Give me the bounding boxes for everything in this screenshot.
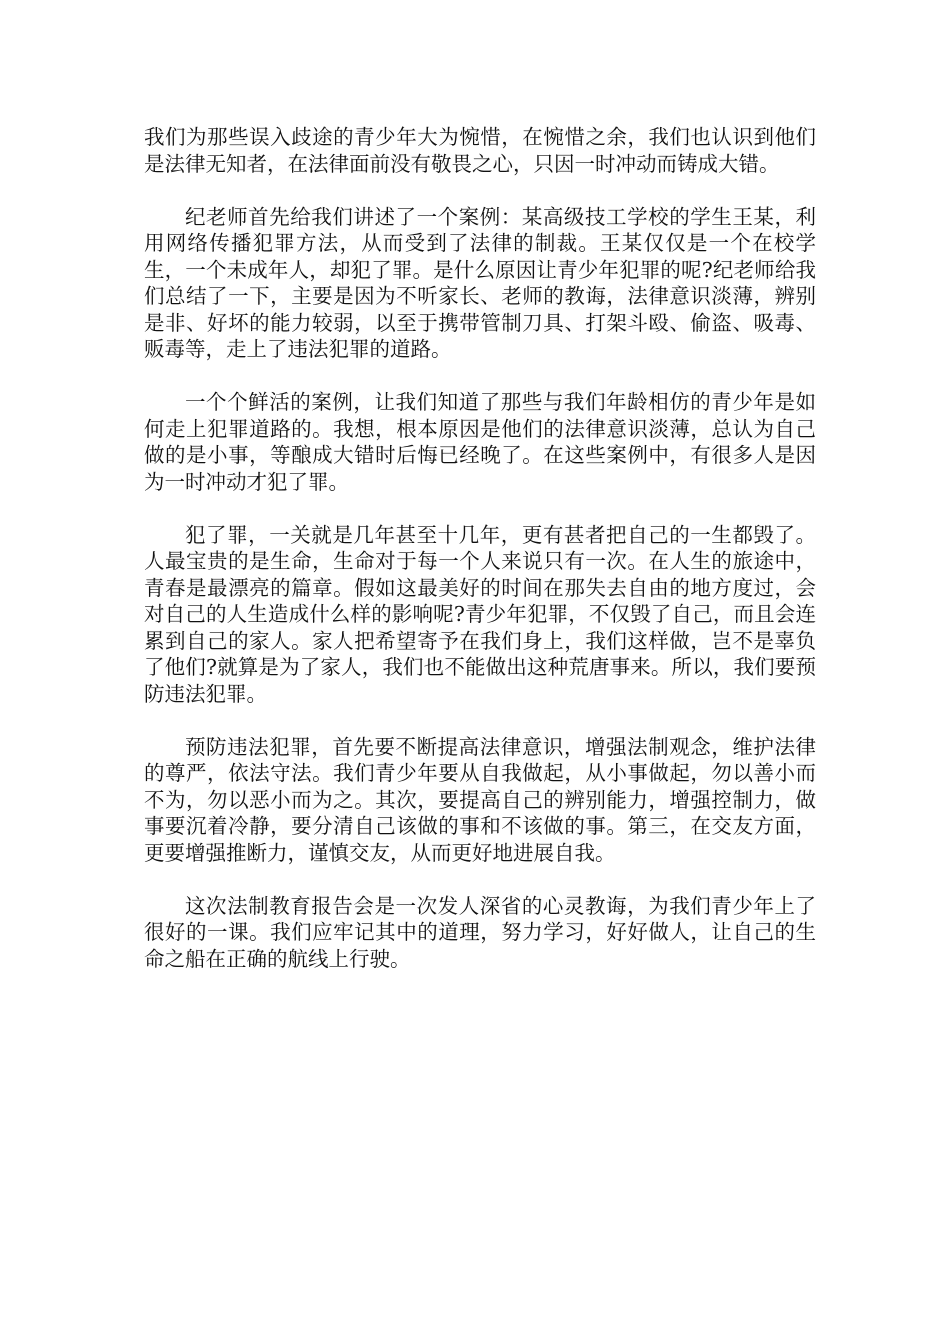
document-body [144,124,816,999]
paragraph-5: 预防违法犯罪，首先要不断提高法律意识，增强法制观念，维护法律的尊严，依法守法。我们青少年要从自我做起，从小事做起，勿以善小而不为，勿以恶小而为之。其次，要提高自己的辨别能力，增强控制力，做事要沉着冷静，要分清自己该做的事和不该做的事。第三，在交友方面，更要增强推断力，谨慎交友，从而更好地进展自我。 [144,734,816,865]
paragraph-1: 我们为那些误入歧途的青少年大为惋惜，在惋惜之余，我们也认识到他们是法律无知者，在法律面前没有敬畏之心，只因一时冲动而铸成大错。 [144,125,816,176]
paragraph-6: 这次法制教育报告会是一次发人深省的心灵教诲，为我们青少年上了很好的一课。我们应牢记其中的道理，努力学习，好好做人，让自己的生命之船在正确的航线上行驶。 [144,893,816,971]
paragraph-2: 纪老师首先给我们讲述了一个案例：某高级技工学校的学生王某，利用网络传播犯罪方法，从而受到了法律的制裁。王某仅仅是一个在校学生，一个未成年人，却犯了罪。是什么原因让青少年犯罪的呢?纪老师给我们总结了一下，主要是因为不听家长、老师的教诲，法律意识淡薄，辨别是非、好坏的能力较弱，以至于携带管制刀具、打架斗殴、偷盗、吸毒、贩毒等，走上了违法犯罪的道路。 [144,204,816,361]
paragraph-4: 犯了罪，一关就是几年甚至十几年，更有甚者把自己的一生都毁了。人最宝贵的是生命，生命对于每一个人来说只有一次。在人生的旅途中，青春是最漂亮的篇章。假如这最美好的时间在那失去自由的地方度过，会对自己的人生造成什么样的影响呢?青少年犯罪，不仅毁了自己，而且会连累到自己的家人。家人把希望寄予在我们身上，我们这样做，岂不是辜负了他们?就算是为了家人，我们也不能做出这种荒唐事来。所以，我们要预防违法犯罪。 [144,522,816,706]
paragraph-3: 一个个鲜活的案例，让我们知道了那些与我们年龄相仿的青少年是如何走上犯罪道路的。我想，根本原因是他们的法律意识淡薄，总认为自己做的是小事，等酿成大错时后悔已经晚了。在这些案例中，有很多人是因为一时冲动才犯了罪。 [144,390,816,494]
